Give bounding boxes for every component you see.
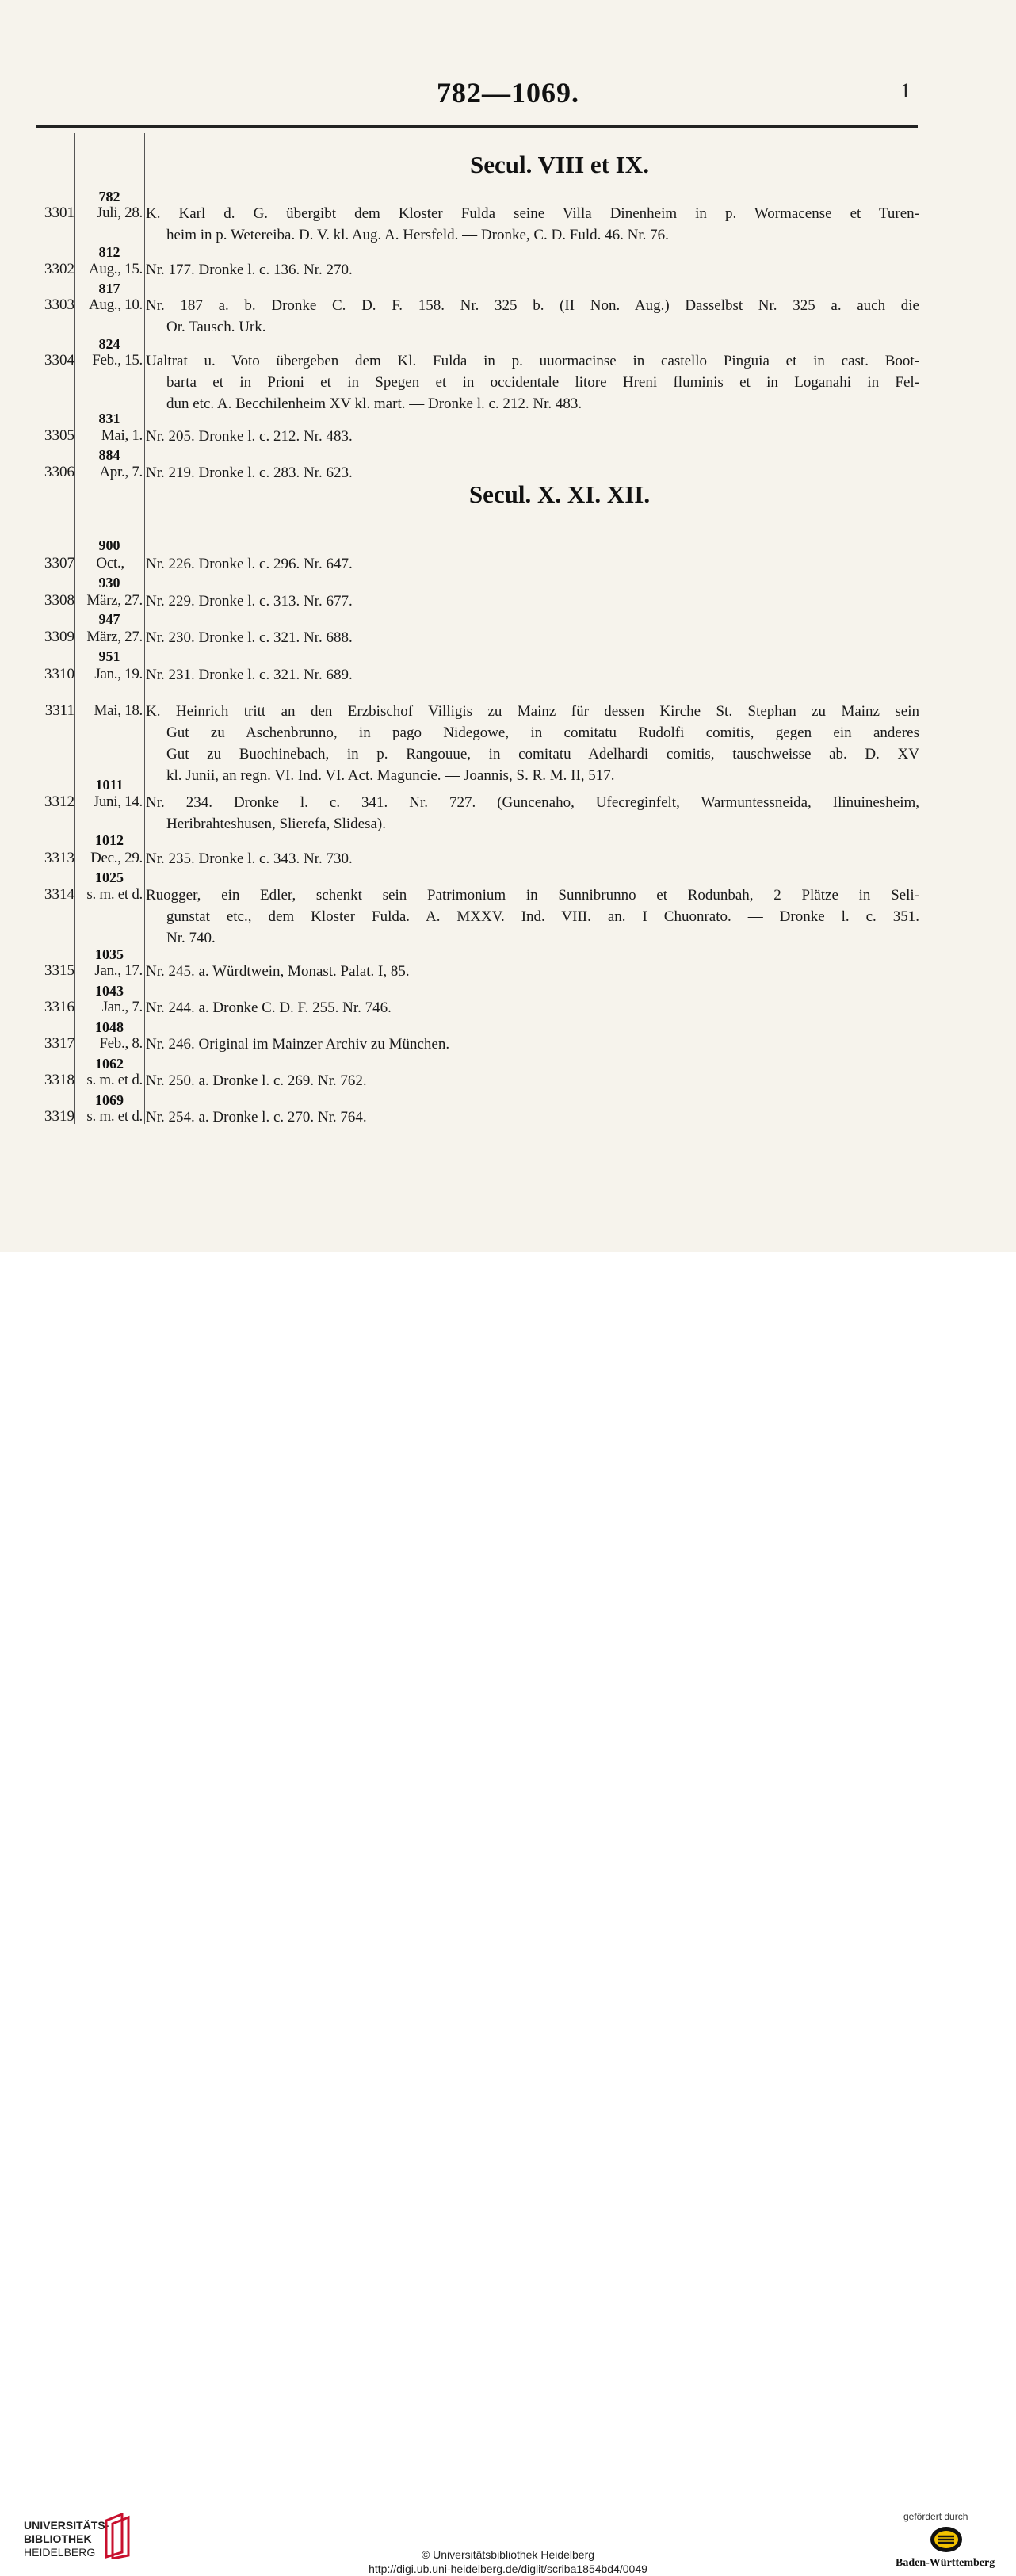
entry-text-line: Nr. 245. a. Würdtwein, Monast. Palat. I, 85. [146,963,410,980]
entry-text-line: Nr. 250. a. Dronke l. c. 269. Nr. 762. [146,1072,367,1089]
entry-text-line: K. Heinrich tritt an den Erzbischof Villigis zu Mainz für dessen Kirche St. Stephan zu Mainz sein [146,703,919,720]
entry-text-line: Gut zu Buochinebach, in p. Rangouue, in comitatu Adelhardi comitis, tauschweisse ab. D. XV [166,746,919,762]
entry-text [146,203,919,246]
entry-number: 3313 [44,850,74,866]
entry-text-line: Nr. 246. Original im Mainzer Archiv zu München. [146,1036,450,1053]
copyright-notice [0,2547,1016,2576]
document-url-link[interactable]: http://digi.ub.uni-heidelberg.de/diglit/scriba1854bd4/0049 [369,2563,647,2575]
header-rule-thick [36,125,918,128]
entry-text-line: Heribrahteshusen, Slierefa, Slidesa). [166,816,386,832]
entry-number: 3308 [44,592,74,609]
entry-text [146,792,919,835]
entry-text-line: Gut zu Aschenbrunno, in pago Nidegowe, in comitatu Rudolfi comitis, gegen ein anderes [166,724,919,741]
page-number: 1 [900,79,911,102]
entry-year: 1025 [95,869,124,885]
entry-number: 3304 [44,352,74,369]
entry-number: 3310 [44,666,74,682]
entry-text-line: Ualtrat u. Voto übergeben dem Kl. Fulda in p. uuormacinse in castello Pinguia et in cast. Boot- [146,353,919,369]
entry-date: Mai, 1. [101,427,143,444]
entry-number: 3318 [44,1072,74,1088]
baden-wuerttemberg-emblem-icon [929,2525,964,2554]
entry-text [146,259,919,281]
entry-date: Apr., 7. [99,464,143,480]
entry-year: 1043 [95,983,124,999]
funder-name: Baden-Württemberg [896,2557,995,2569]
copyright-text: © Universitätsbibliothek Heidelberg [421,2548,595,2561]
entry-text [146,997,919,1019]
entry-date: Oct., — [96,555,143,571]
entry-text [146,664,919,686]
entry-date: Jan., 17. [94,962,143,979]
viewer-footer [0,1252,1016,2575]
library-name-line: BIBLIOTHEK [24,2532,92,2545]
entry-date: Jan., 19. [94,666,143,682]
entry-year: 930 [98,575,120,590]
entry-text-line: K. Karl d. G. übergibt dem Kloster Fulda seine Villa Dinenheim in p. Wormacense et Turen- [146,205,919,222]
entry-text [146,553,919,575]
entry-date: Feb., 8. [99,1035,143,1052]
entry-text [146,627,919,648]
funded-by-label: gefördert durch [903,2511,968,2522]
entry-number: 3311 [44,702,74,719]
entry-year: 831 [98,411,120,426]
entry-year: 1048 [95,1019,124,1035]
entry-text [146,885,919,949]
entry-year: 824 [98,336,120,352]
entry-text-line: Nr. 254. a. Dronke l. c. 270. Nr. 764. [146,1109,367,1126]
entry-date: Aug., 15. [88,261,143,277]
library-name-line: UNIVERSITÄTS- [24,2519,109,2532]
entry-year: 884 [98,447,120,463]
entry-text-line: barta et in Prioni et in Spegen et in occidentale litore Hreni fluminis et in Loganahi in Fel- [166,374,919,391]
entry-text-line: Nr. 244. a. Dronke C. D. F. 255. Nr. 746. [146,999,392,1016]
entry-text [146,1106,919,1128]
entry-year: 1062 [95,1056,124,1072]
entry-number: 3314 [44,886,74,903]
entry-year: 1035 [95,946,124,962]
entry-text-line: Nr. 229. Dronke l. c. 313. Nr. 677. [146,593,353,610]
entry-number: 3301 [44,204,74,221]
entry-number: 3317 [44,1035,74,1052]
entry-year: 1011 [95,777,124,793]
entry-text-line: dun etc. A. Becchilenheim XV kl. mart. — Dronke l. c. 212. Nr. 483. [166,396,582,412]
entry-date: s. m. et d. [86,886,143,903]
entry-text-line: Nr. 205. Dronke l. c. 212. Nr. 483. [146,428,353,445]
column-divider-date [144,133,145,1124]
entry-text-line: kl. Junii, an regn. VI. Ind. VI. Act. Maguncie. — Joannis, S. R. M. II, 517. [166,767,615,784]
entry-text [146,701,919,786]
entry-text [146,1070,919,1091]
entry-year: 1012 [95,832,124,848]
entry-number: 3305 [44,427,74,444]
entry-text-line: gunstat etc., dem Kloster Fulda. A. MXXV. Ind. VIII. an. I Chuonrato. — Dronke l. c. 351. [166,908,919,925]
entry-text-line: Or. Tausch. Urk. [166,319,266,335]
column-divider-number [74,133,75,1124]
entry-number: 3309 [44,629,74,645]
entry-year: 951 [98,648,120,664]
entry-text [146,848,919,869]
entry-date: Dec., 29. [90,850,143,866]
entry-number: 3302 [44,261,74,277]
entry-date: Feb., 15. [92,352,143,369]
entry-number: 3315 [44,962,74,979]
entry-date: Juli, 28. [96,204,143,221]
entry-number: 3316 [44,999,74,1015]
entry-number: 3307 [44,555,74,571]
section-heading: Secul. VIII et IX. [470,151,649,178]
entry-text-line: Nr. 226. Dronke l. c. 296. Nr. 647. [146,556,353,572]
entry-text-line: Nr. 234. Dronke l. c. 341. Nr. 727. (Guncenaho, Ufecreginfelt, Warmuntessneida, Ilinuinesheim, [146,794,919,811]
entry-year: 782 [98,189,120,204]
entry-date: Juni, 14. [93,793,143,810]
entry-text-line: Nr. 177. Dronke l. c. 136. Nr. 270. [146,262,353,278]
entry-text-line: heim in p. Wetereiba. D. V. kl. Aug. A. Hersfeld. — Dronke, C. D. Fuld. 46. Nr. 76. [166,227,669,243]
page-header-range: 782—1069. [437,77,579,109]
entry-number: 3306 [44,464,74,480]
entry-text [146,350,919,415]
entry-text-line: Nr. 231. Dronke l. c. 321. Nr. 689. [146,667,353,683]
entry-text-line: Nr. 740. [166,930,216,946]
entry-date: s. m. et d. [86,1072,143,1088]
entry-year: 817 [98,281,120,296]
entry-text-line: Nr. 219. Dronke l. c. 283. Nr. 623. [146,464,353,481]
entry-date: März, 27. [86,592,143,609]
entry-text [146,295,919,338]
entry-year: 1069 [95,1092,124,1108]
entry-date: Aug., 10. [88,296,143,313]
entry-number: 3303 [44,296,74,313]
entry-text [146,426,919,447]
entry-text [146,961,919,982]
document-page [0,0,1016,1252]
entry-year: 900 [98,537,120,553]
entry-text [146,462,919,483]
entry-text-line: Nr. 187 a. b. Dronke C. D. F. 158. Nr. 325 b. (II Non. Aug.) Dasselbst Nr. 325 a. auch die [146,297,919,314]
entry-date: s. m. et d. [86,1108,143,1125]
entry-date: März, 27. [86,629,143,645]
entry-text-line: Nr. 230. Dronke l. c. 321. Nr. 688. [146,629,353,646]
entry-year: 947 [98,611,120,627]
entry-date: Mai, 18. [94,702,143,719]
entry-date: Jan., 7. [101,999,143,1015]
entry-year: 812 [98,244,120,260]
section-heading: Secul. X. XI. XII. [468,480,651,508]
entry-number: 3319 [44,1108,74,1125]
entry-text [146,1034,919,1055]
library-name-line: HEIDELBERG [24,2546,96,2559]
entry-number: 3312 [44,793,74,810]
entry-text-line: Ruogger, ein Edler, schenkt sein Patrimonium in Sunnibrunno et Rodunbah, 2 Plätze in Seli- [146,887,919,904]
entry-text [146,590,919,612]
entry-text-line: Nr. 235. Dronke l. c. 343. Nr. 730. [146,850,353,867]
